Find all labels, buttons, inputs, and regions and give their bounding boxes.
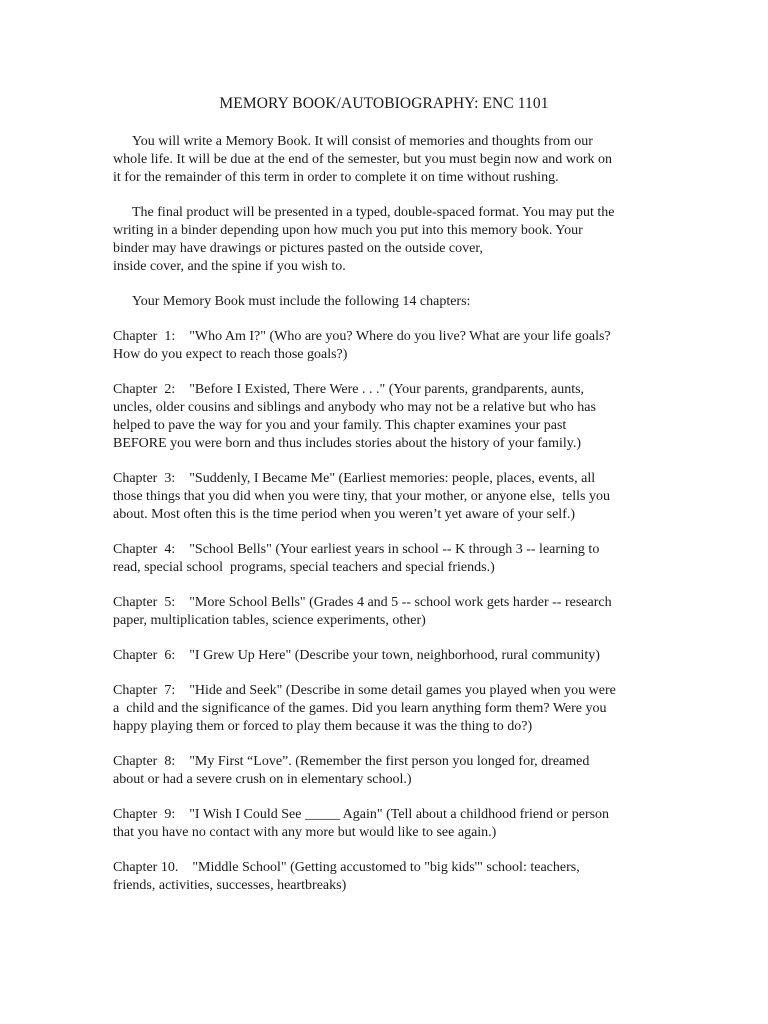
chapter-description-line: How do you expect to reach those goals?) [113, 347, 348, 362]
chapter-title-line: "School Bells" (Your earliest years in school -- K through 3 -- learning to [189, 542, 600, 557]
chapter-entry [113, 806, 658, 842]
chapter-first-line [113, 328, 658, 346]
chapter-description-line: BEFORE you were born and thus includes stories about the history of your family.) [113, 436, 582, 451]
chapter-title-line: "I Grew Up Here" (Describe your town, neighborhood, rural community) [189, 648, 600, 663]
chapter-title-line: "Who Am I?" (Who are you? Where do you live? What are your life goals? [189, 329, 611, 344]
text-line: inside cover, and the spine if you wish to. [113, 259, 346, 274]
text-line: You will write a Memory Book. It will consist of memories and thoughts from our [132, 134, 593, 149]
text-line: it for the remainder of this term in order to complete it on time without rushing. [113, 170, 559, 185]
document-title: MEMORY BOOK/AUTOBIOGRAPHY: ENC 1101 [219, 95, 549, 112]
spacer [175, 754, 189, 769]
chapter-label: Chapter 10. [113, 860, 179, 875]
chapter-title-line: "Hide and Seek" (Describe in some detail games you played when you were [189, 683, 616, 698]
chapter-description-line: about or had a severe crush on in elementary school.) [113, 772, 412, 787]
chapter-label: Chapter 2: [113, 382, 176, 397]
chapter-title-line: "My First “Love”. (Remember the first person you longed for, dreamed [189, 754, 590, 769]
chapter-label: Chapter 9: [113, 807, 176, 822]
intro-paragraph-2 [113, 204, 658, 276]
text-line: The final product will be presented in a typed, double-spaced format. You may put the [132, 205, 615, 220]
chapter-description-line: that you have no contact with any more but would like to see again.) [113, 825, 497, 840]
chapter-entry [113, 470, 658, 524]
chapter-entry [113, 594, 658, 630]
chapter-description-line: those things that you did when you were tiny, that your mother, or anyone else, tells you [113, 489, 610, 504]
text-line: whole life. It will be due at the end of the semester, but you must begin now and work on [113, 152, 613, 167]
chapter-description-line: paper, multiplication tables, science experiments, other) [113, 613, 426, 628]
spacer [175, 471, 189, 486]
chapter-title-line: "Middle School" (Getting accustomed to "big kids'" school: teachers, [192, 860, 580, 875]
chapter-description-line: happy playing them or forced to play them because it was the thing to do?) [113, 719, 533, 734]
intro-paragraph-3 [113, 293, 658, 311]
chapter-title-line: "I Wish I Could See _____ Again" (Tell about a childhood friend or person [189, 807, 610, 822]
chapter-label: Chapter 4: [113, 542, 176, 557]
chapter-entry [113, 753, 658, 789]
chapter-entry [113, 381, 658, 453]
chapter-label: Chapter 6: [113, 648, 176, 663]
chapter-entry [113, 859, 658, 895]
intro-paragraph-1 [113, 133, 658, 187]
spacer [175, 542, 189, 557]
chapter-first-line [113, 470, 658, 488]
chapter-label: Chapter 1: [113, 329, 176, 344]
chapter-first-line [113, 647, 658, 665]
spacer [175, 595, 189, 610]
chapter-label: Chapter 8: [113, 754, 176, 769]
chapter-label: Chapter 7: [113, 683, 176, 698]
chapter-entry [113, 647, 658, 665]
text-line: writing in a binder depending upon how much you put into this memory book. Your [113, 223, 583, 238]
chapter-entry [113, 682, 658, 736]
chapter-description-line: read, special school programs, special teachers and special friends.) [113, 560, 495, 575]
chapter-title-line: "Suddenly, I Became Me" (Earliest memories: people, places, events, all [189, 471, 596, 486]
spacer [175, 329, 189, 344]
chapter-description-line: uncles, older cousins and siblings and anybody who may not be a relative but who has [113, 400, 596, 415]
chapter-description-line: friends, activities, successes, heartbreaks) [113, 878, 347, 893]
chapter-first-line [113, 682, 658, 700]
chapter-description-line: about. Most often this is the time period when you weren’t yet aware of your self.) [113, 507, 576, 522]
chapter-entry [113, 541, 658, 577]
spacer [175, 683, 189, 698]
chapter-description-line: a child and the significance of the games. Did you learn anything form them? Were you [113, 701, 607, 716]
spacer [175, 648, 189, 663]
document-body [113, 133, 658, 912]
spacer [175, 382, 189, 397]
chapter-entry [113, 328, 658, 364]
chapter-description-line: helped to pave the way for you and your family. This chapter examines your past [113, 418, 567, 433]
chapter-first-line [113, 541, 658, 559]
chapter-label: Chapter 3: [113, 471, 176, 486]
chapter-label: Chapter 5: [113, 595, 176, 610]
chapter-title-line: "More School Bells" (Grades 4 and 5 -- school work gets harder -- research [189, 595, 612, 610]
chapter-list [113, 328, 658, 895]
text-line: binder may have drawings or pictures pasted on the outside cover, [113, 241, 483, 256]
chapter-first-line [113, 594, 658, 612]
chapter-first-line [113, 381, 658, 399]
chapter-title-line: "Before I Existed, There Were . . ." (Your parents, grandparents, aunts, [189, 382, 585, 397]
spacer [178, 860, 192, 875]
chapter-first-line [113, 859, 658, 877]
chapter-first-line [113, 753, 658, 771]
chapter-first-line [113, 806, 658, 824]
text-line: Your Memory Book must include the following 14 chapters: [132, 294, 471, 309]
spacer [175, 807, 189, 822]
